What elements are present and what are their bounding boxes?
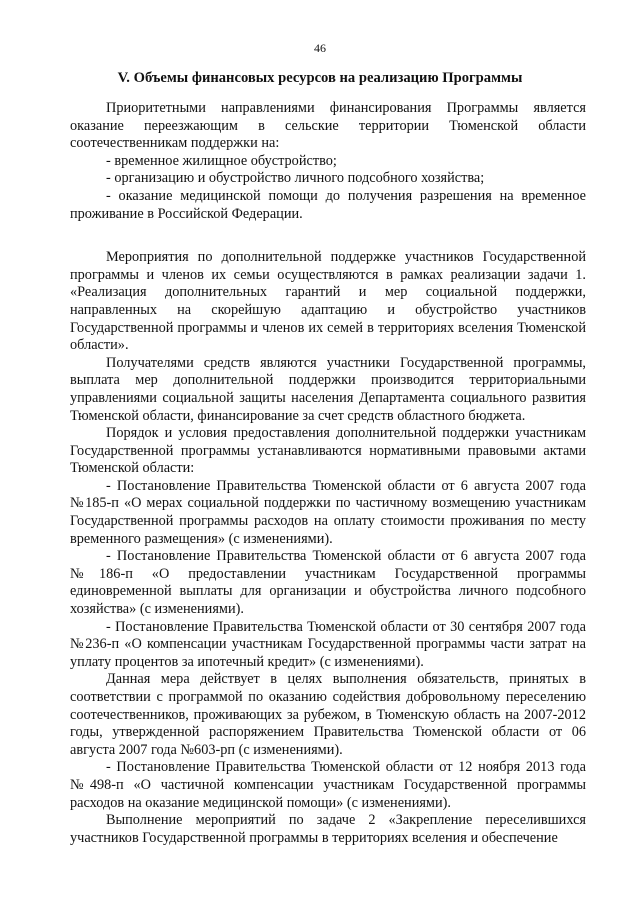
document-body xyxy=(70,100,586,847)
paragraph-gap xyxy=(70,223,586,249)
paragraph: Мероприятия по дополнительной поддержке участников Государственной программы и членов их семьи осуществляются в рамках реализации задачи 1. «Реализация дополнительных гарантий и мер социальной поддержки, направленных на скорейшую адаптацию и обустройство участников Государственной программы и членов их семей в территориях вселения Тюменской области». xyxy=(70,249,586,354)
list-item: - оказание медицинской помощи до получения разрешения на временное проживание в Российской Федерации. xyxy=(70,187,586,222)
list-item: - Постановление Правительства Тюменской области от 6 августа 2007 года №186-п «О предоставлении участникам Государственной программы единовременной выплаты для организации и обустройства личного подсобного хозяйства» (с изменениями). xyxy=(70,548,586,618)
paragraph: Приоритетными направлениями финансирования Программы является оказание переезжающим в сельские территории Тюменской области соотечественникам поддержки на: xyxy=(70,100,586,152)
paragraph: Данная мера действует в целях выполнения обязательств, принятых в соответствии с программой по оказанию содействия добровольному переселению соотечественников, проживающих за рубежом, в Тюменскую область на 2007-2012 годы, утвержденной распоряжением Правительства Тюменской области от 06 августа 2007 года №603-рп (с изменениями). xyxy=(70,671,586,758)
list-item: - организацию и обустройство личного подсобного хозяйства; xyxy=(106,170,485,187)
list-item: - Постановление Правительства Тюменской области от 30 сентября 2007 года №236-п «О компенсации участникам Государственной программы части затрат на уплату процентов за ипотечный кредит» (с изменениями). xyxy=(70,618,586,670)
list-item: - Постановление Правительства Тюменской области от 12 ноября 2013 года №498-п «О частичной компенсации участникам Государственной программы расходов на оказание медицинской помощи» (с изменениями). xyxy=(70,759,586,811)
paragraph: Получателями средств являются участники Государственной программы, выплата мер дополнительной поддержки производится территориальными управлениями социальной защиты населения Департамента социального развития Тюменской области, финансирование за счет средств областного бюджета. xyxy=(70,354,586,424)
paragraph: Порядок и условия предоставления дополнительной поддержки участникам Государственной программы устанавливаются нормативными правовыми актами Тюменской области: xyxy=(70,425,586,477)
list-item: - Постановление Правительства Тюменской области от 6 августа 2007 года №185-п «О мерах социальной поддержки по частичному возмещению участникам Государственной программы расходов на оплату стоимости проживания по месту временного размещения» (с изменениями). xyxy=(70,477,586,547)
paragraph: Выполнение мероприятий по задаче 2 «Закрепление переселившихся участников Государственной программы в территориях вселения и обеспечение xyxy=(70,812,586,846)
section-heading: V. Объемы финансовых ресурсов на реализацию Программы xyxy=(117,70,523,86)
page-number: 46 xyxy=(314,41,326,55)
list-item: - временное жилищное обустройство; xyxy=(106,152,337,169)
